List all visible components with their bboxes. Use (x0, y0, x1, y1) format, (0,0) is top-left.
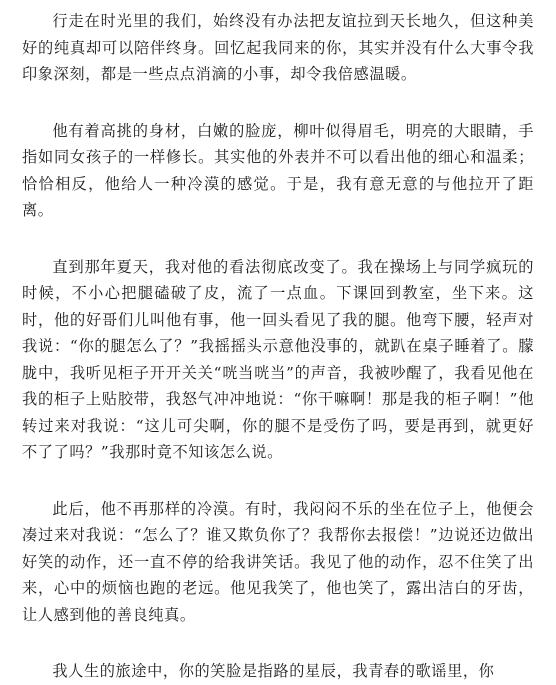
paragraph-1: 行走在时光里的我们，始终没有办法把友谊拉到天长地久，但这种美好的纯真却可以陪伴终身。回忆起我同来的你，其实并没有什么大事令我印象深刻，都是一些点点消滴的小事，却令我倍感温暖。 (22, 12, 534, 83)
paragraph-5: 我人生的旅途中，你的笑脸是指路的星辰，我青春的歌谣里，你 (52, 662, 495, 680)
essay-text (22, 8, 534, 685)
paragraph-4: 此后，他不再那样的冷漠。有时，我闷闷不乐的坐在位子上，他便会凑过来对我说：“怎么了？谁又欺负你了？我帮你去报偿！”边说还边做出好笑的动作，还一直不停的给我讲笑话。我见了他的动作，忍不住笑了出来，心中的烦恼也跑的老远。他见我笑了，他也笑了，露出洁白的牙齿，让人感到他的善良纯真。 (22, 499, 534, 624)
paragraph-2: 他有着高挑的身材，白嫩的脸庞，柳叶似得眉毛，明亮的大眼睛，手指如同女孩子的一样修长。其实他的外表并不可以看出他的细心和温柔；恰恰相反，他给人一种冷漠的感觉。于是，我有意无意的与他拉开了距离。 (22, 121, 534, 219)
paragraph-3: 直到那年夏天，我对他的看法彻底改变了。我在操场上与同学疯玩的时候，不小心把腿磕破了皮，流了一点血。下课回到教室，坐下来。这时，他的好哥们儿叫他有事，他一回头看见了我的腿。他弯下腰，轻声对我说：“你的腿怎么了？”我摇摇头示意他没事的，就趴在桌子睡着了。朦胧中，我听见柜子开开关关“咣当咣当”的声音，我被吵醒了，我看见他在我的柜子上贴胶带，我怒气冲冲地说：“你干嘛啊！那是我的柜子啊！”他转过来对我说：“这儿可尖啊，你的腿不是受伤了吗，要是再到，就更好不了了吗？”我那时竟不知该怎么说。 (22, 257, 534, 461)
